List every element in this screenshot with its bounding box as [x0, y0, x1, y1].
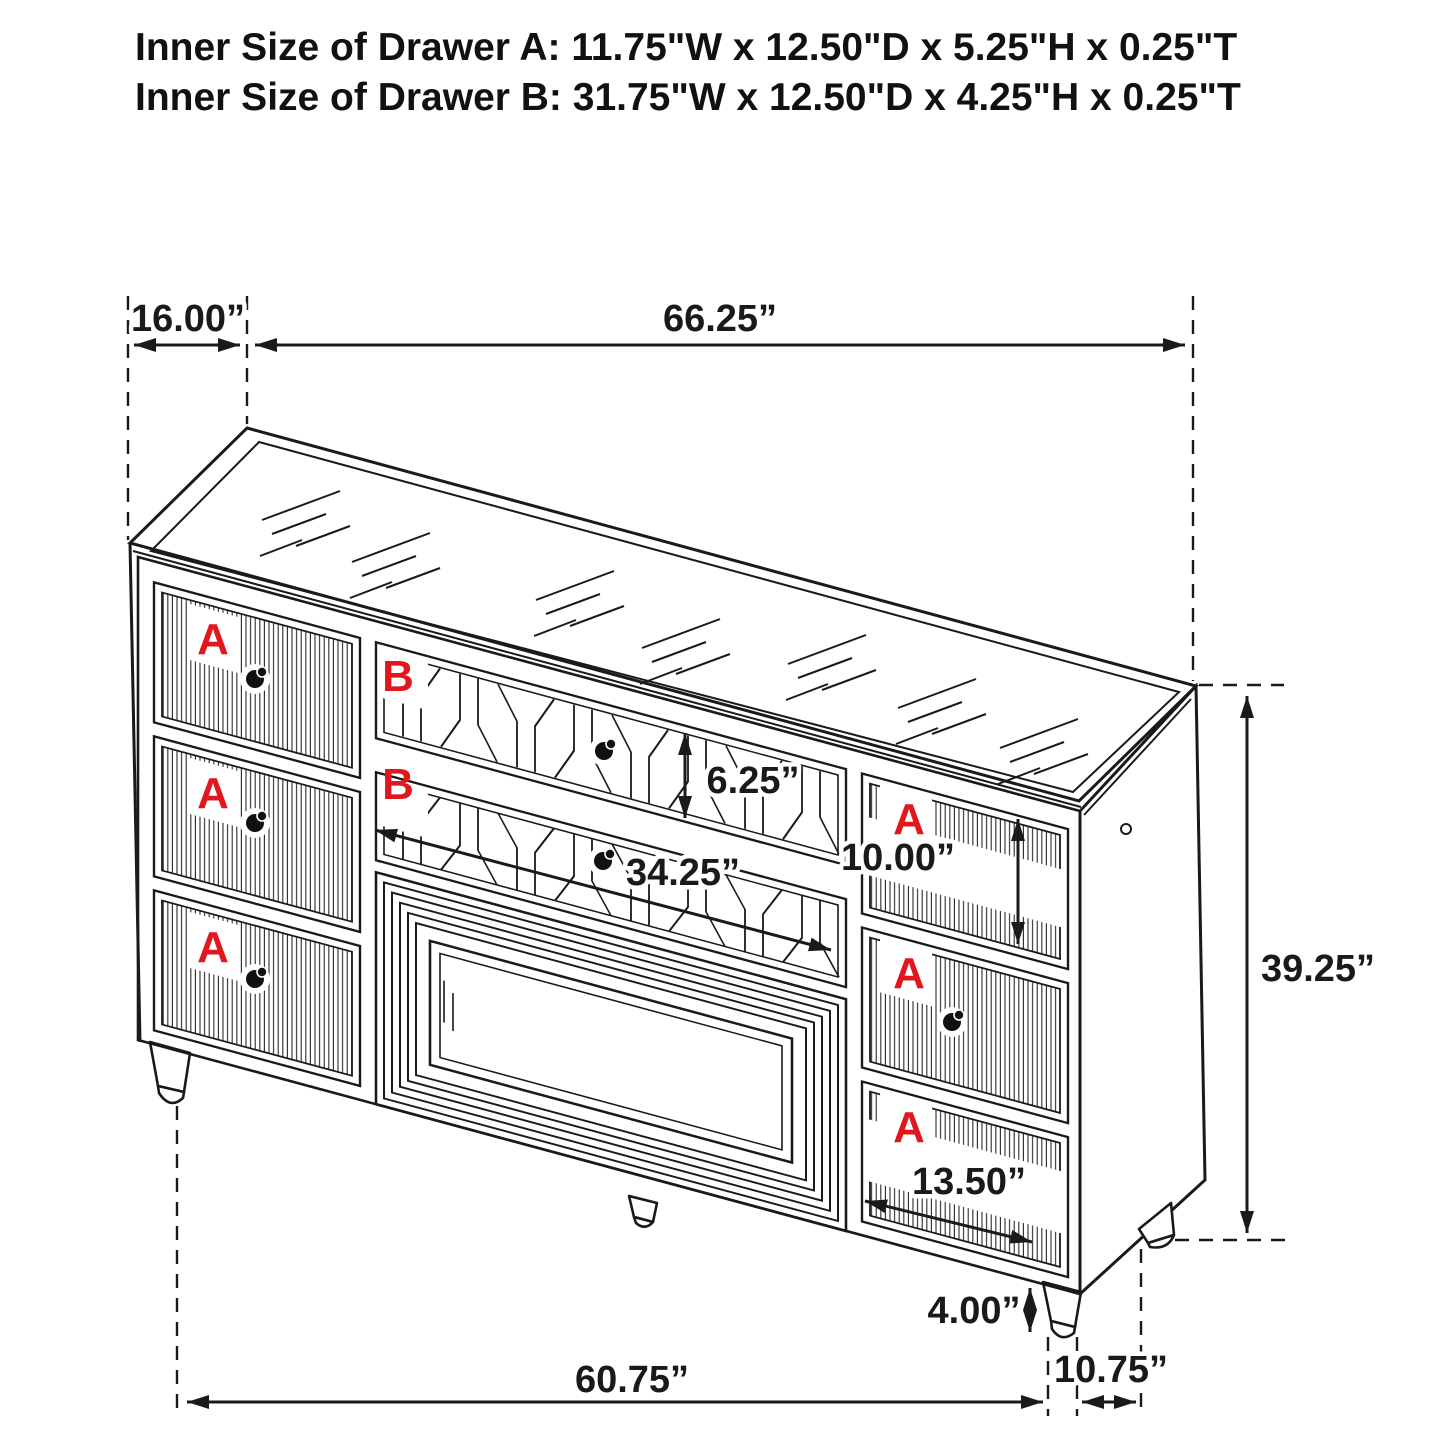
drawer-a-label-4: A: [893, 795, 925, 844]
drawer-b-label-2: B: [382, 760, 414, 809]
dim-top-width: 66.25”: [662, 298, 778, 340]
dim-total-height: 39.25”: [1260, 948, 1376, 990]
drawer-a-label-6: A: [893, 1103, 925, 1152]
drawer-a-label-1: A: [197, 615, 229, 664]
dim-top-depth: 16.00”: [130, 298, 246, 340]
dim-a-width: 13.50”: [911, 1161, 1027, 1203]
drawer-b-label-1: B: [382, 652, 414, 701]
dim-base-width: 60.75”: [574, 1359, 690, 1401]
header-line2: Inner Size of Drawer B: 31.75"W x 12.50"D x 4.25"H x 0.25"T: [135, 76, 1241, 119]
dim-a-height: 10.00”: [840, 837, 956, 879]
dim-leg-height: 4.00”: [927, 1290, 1021, 1332]
side-panel: [1080, 686, 1205, 1294]
dim-b-height: 6.25”: [706, 760, 800, 802]
dim-b-width: 34.25”: [625, 852, 741, 894]
drawer-a-label-5: A: [893, 949, 925, 998]
header: [135, 26, 1241, 119]
drawer-a-label-3: A: [197, 923, 229, 972]
open-compartment: [376, 872, 846, 1231]
header-line1: Inner Size of Drawer A: 11.75"W x 12.50"D x 5.25"H x 0.25"T: [135, 26, 1238, 69]
side-hole: [1121, 824, 1131, 834]
dim-side-offset: 10.75”: [1053, 1349, 1169, 1391]
drawer-a-label-2: A: [197, 769, 229, 818]
